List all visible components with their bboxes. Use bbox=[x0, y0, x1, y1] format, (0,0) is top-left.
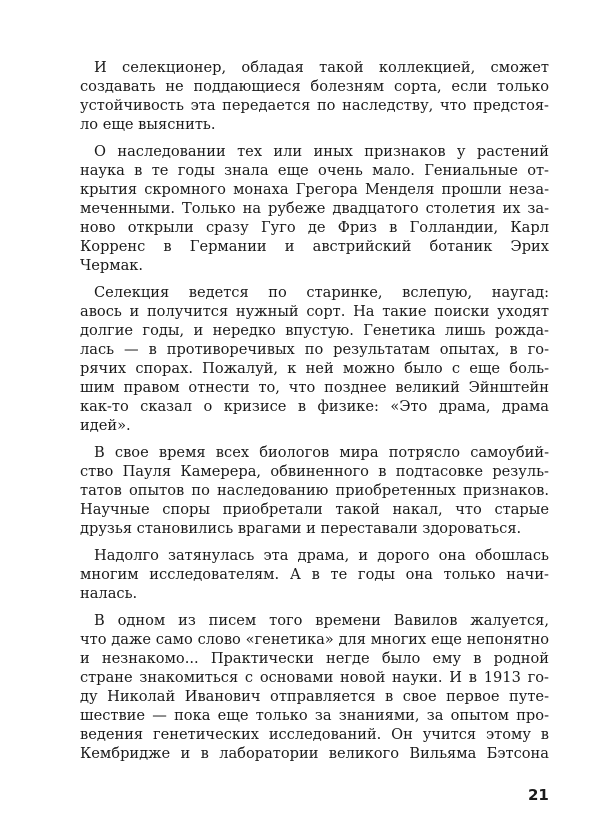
text-line: ново открыли сразу Гуго де Фриз в Голландии, Карл bbox=[80, 219, 549, 236]
text-line: рячих спорах. Пожалуй, к ней можно было с еще боль- bbox=[80, 360, 549, 377]
text-line: татов опытов по наследованию приобретенных признаков. bbox=[80, 482, 549, 499]
paragraph bbox=[80, 142, 549, 275]
text-line: наука в те годы знала еще очень мало. Гениальные от- bbox=[80, 162, 549, 179]
text-line: шим правом отнести то, что позднее великий Эйнштейн bbox=[80, 379, 549, 396]
text-line: ство Пауля Камерера, обвиненного в подтасовке резуль- bbox=[80, 463, 549, 480]
paragraph bbox=[80, 58, 549, 134]
text-line: лась — в противоречивых по результатам опытах, в го- bbox=[80, 341, 549, 358]
text-line: что даже само слово «генетика» для многих еще непонятно bbox=[80, 631, 549, 648]
text-line: Селекция ведется по старинке, вслепую, наугад: bbox=[94, 284, 549, 301]
paragraph bbox=[80, 611, 549, 763]
text-line: меченными. Только на рубеже двадцатого столетия их за- bbox=[80, 200, 549, 217]
text-line: создавать не поддающиеся болезням сорта, если только bbox=[80, 78, 549, 95]
text-line: Чермак. bbox=[80, 257, 144, 274]
text-line: Корренс в Германии и австрийский ботаник Эрих bbox=[80, 238, 549, 255]
text-line: друзья становились врагами и переставали здороваться. bbox=[80, 520, 522, 537]
page-number: 21 bbox=[528, 786, 549, 804]
text-line: идей». bbox=[80, 417, 131, 434]
text-line: и незнакомо... Практически негде было ему в родной bbox=[80, 650, 549, 667]
text-line: шествие — пока еще только за знаниями, за опытом про- bbox=[80, 707, 549, 724]
text-line: авось и получится нужный сорт. На такие поиски уходят bbox=[80, 303, 549, 320]
text-line: ло еще выяснить. bbox=[80, 116, 216, 133]
text-line: В одном из писем того времени Вавилов жалуется, bbox=[94, 612, 549, 629]
text-line: налась. bbox=[80, 585, 138, 602]
text-line: И селекционер, обладая такой коллекцией, сможет bbox=[94, 59, 549, 76]
paragraph bbox=[80, 443, 549, 538]
text-line: долгие годы, и нередко впустую. Генетика лишь рожда- bbox=[80, 322, 549, 339]
text-line: устойчивость эта передается по наследству, что предстоя- bbox=[80, 97, 549, 114]
text-line: многим исследователям. А в те годы она только начи- bbox=[80, 566, 549, 583]
paragraph bbox=[80, 546, 549, 603]
paragraph bbox=[80, 283, 549, 435]
text-line: О наследовании тех или иных признаков у растений bbox=[94, 143, 549, 160]
page-body bbox=[80, 58, 549, 771]
text-line: ведения генетических исследований. Он учится этому в bbox=[80, 726, 549, 743]
text-line: ду Николай Иванович отправляется в свое первое путе- bbox=[80, 688, 549, 705]
text-line: Научные споры приобретали такой накал, что старые bbox=[80, 501, 549, 518]
text-line: В свое время всех биологов мира потрясло самоубий- bbox=[94, 444, 549, 461]
text-line: Кембридже и в лаборатории великого Вильяма Бэтсона bbox=[80, 745, 549, 762]
text-line: стране знакомиться с основами новой науки. И в 1913 го- bbox=[80, 669, 549, 686]
text-line: как-то сказал о кризисе в физике: «Это драма, драма bbox=[80, 398, 549, 415]
text-line: крытия скромного монаха Грегора Менделя прошли неза- bbox=[80, 181, 549, 198]
text-line: Надолго затянулась эта драма, и дорого она обошлась bbox=[94, 547, 549, 564]
